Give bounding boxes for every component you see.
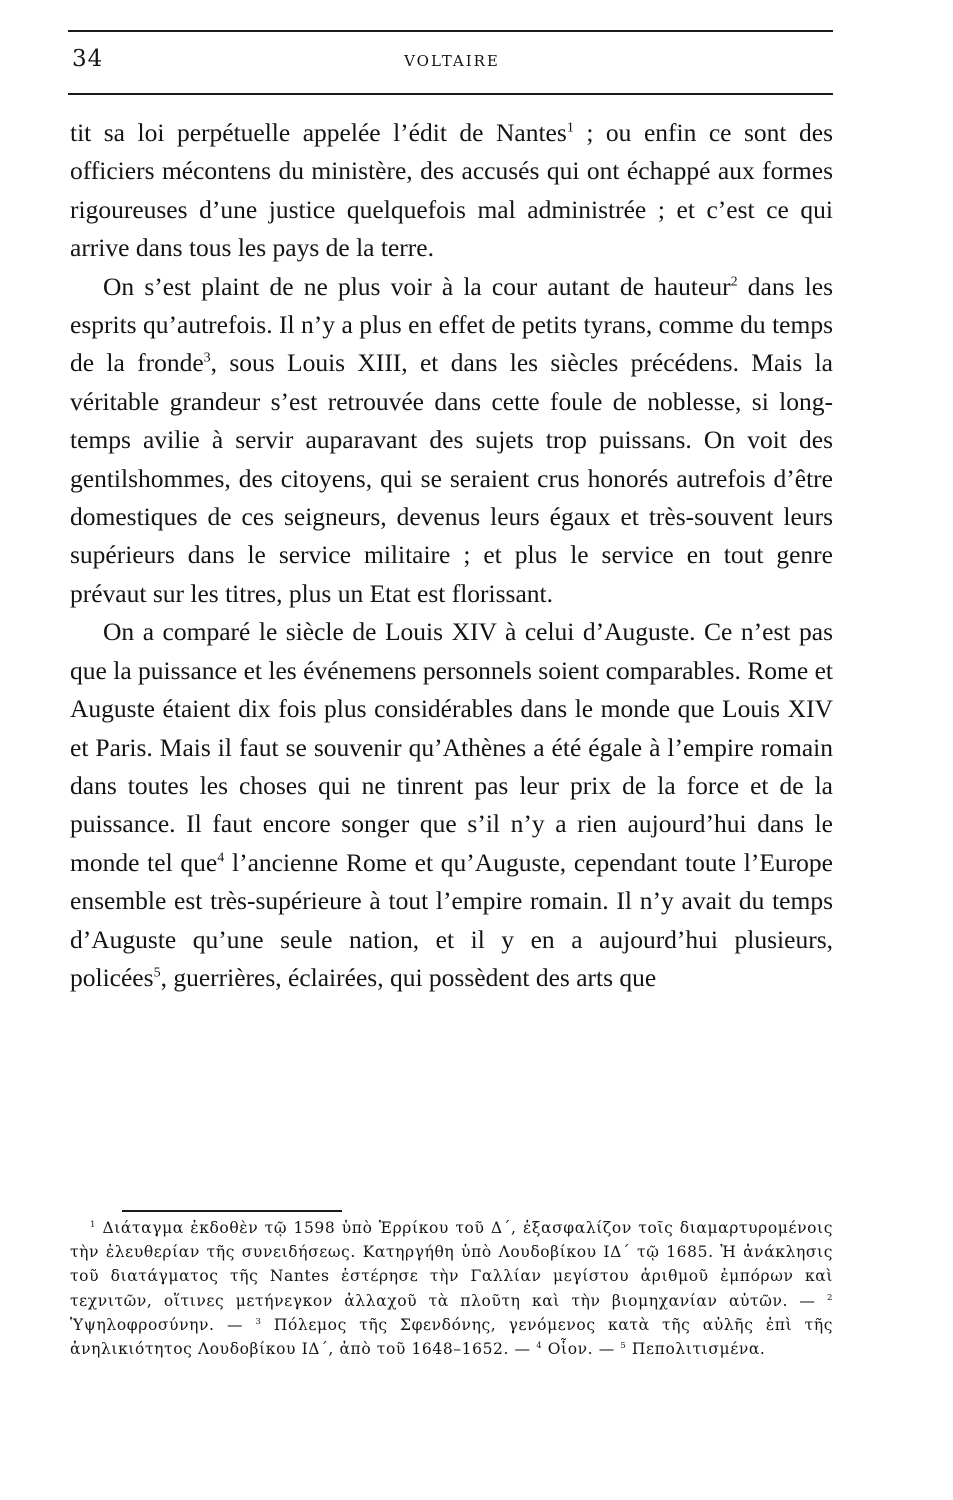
footnote-4-text: Οἷον. — <box>542 1340 621 1359</box>
paragraph-2-part-b: dans les esprits qu’autrefois. Il n’y a plus en effet de petits tyrans, comme du temps de la fronde <box>70 271 833 378</box>
footnotes <box>70 1216 833 1361</box>
page-number: 34 <box>72 46 104 72</box>
footnote-mark-2: 2 <box>826 1292 833 1303</box>
footnote-ref-3: 3 <box>203 350 211 366</box>
paragraph-2-part-a: On s’est plaint de ne plus voir à la cour autant de hauteur <box>103 271 731 301</box>
paragraph-3-part-b: l’ancienne Rome et qu’Auguste, cependant toute l’Europe ensemble est très-supérieure à tout l’empire romain. Il n’y avait du temps d’Auguste qu’une seule nation, et il y en a aujourd’hui plusieurs, policées <box>70 847 833 992</box>
footnote-ref-5: 5 <box>153 965 161 981</box>
footnote-2-text: Ὑψηλοφροσύνην. — <box>70 1315 256 1334</box>
footnote-3-text: Πόλεμος τῆς Σφενδόνης, γενόμενος κατὰ τῆς αὐλῆς ἐπὶ τῆς ἀνηλικιότητος Λουδοβίκου ΙΔ΄, ἀπὸ τοῦ 1648–1652. — <box>70 1315 833 1359</box>
paragraph-2-part-c: , sous Louis XIII, et dans les siècles précédens. Mais la véritable grandeur s’est retrouvée dans cette foule de noblesse, si long-temps avilie à servir auparavant des sujets trop puissans. On voit des gentilshommes, des citoyens, qui se seraient crus honorés autrefois d’être domestiques de ces seigneurs, devenus leurs égaux et très-souvent leurs supérieurs dans le service militaire ; et plus le service en tout genre prévaut sur les titres, plus un Etat est florissant. <box>70 348 834 608</box>
footnote-block <box>70 1216 833 1361</box>
footnote-mark-1: 1 <box>90 1219 97 1230</box>
main-text <box>70 114 833 997</box>
paragraph-3-part-a: On a comparé le siècle de Louis XIV à celui d’Auguste. Ce n’est pas que la puissance et les événemens personnels soient comparables. Rome et Auguste étaient dix fois plus considérables dans le monde que Louis XIV et Paris. Mais il faut se souvenir qu’Athènes a été égale à l’empire romain dans toutes les choses qui ne tinrent pas leur prix de la force et de la puissance. Il faut encore songer que s’il n’y a rien aujourd’hui dans le monde tel que <box>70 617 833 877</box>
paragraph-1 <box>70 114 833 268</box>
footnote-ref-4: 4 <box>217 850 225 866</box>
page-header <box>72 46 832 74</box>
paragraph-1-text: tit sa loi perpétuelle appelée l’édit de Nantes <box>70 118 567 147</box>
footnote-mark-4: 4 <box>536 1340 543 1351</box>
paragraph-1-rest: ; ou enfin ce sont des officiers mécontens du ministère, des accusés qui ont échappé aux formes rigoureuses d’une justice quelquefois mal administrée ; et c’est ce qui arrive dans tous les pays de la terre. <box>70 118 834 263</box>
footnote-ref-2: 2 <box>730 274 738 290</box>
footnote-mark-3: 3 <box>255 1316 262 1327</box>
running-title: VOLTAIRE <box>404 52 500 70</box>
footnote-1-text: Διάταγμα ἐκδοθὲν τῷ 1598 ὑπὸ Ἑρρίκου τοῦ Δ΄, ἐξασφαλίζον τοῖς διαμαρτυρομένοις τὴν ἐλευθερίαν τῆς συνειδήσεως. Κατηργήθη ὑπὸ Λουδοβίκου ΙΔ΄ τῷ 1685. Ἡ ἀνάκλησις τοῦ διατάγματος τῆς Nantes ἐστέρησε τὴν Γαλλίαν μεγίστου ἀριθμοῦ ἐμπόρων καὶ τεχνιτῶν, οἵτινες μετήνεγκον ἀλλαχοῦ τὰ πλοῦτη καὶ τὴν βιομηχανίαν αὐτῶν. — <box>70 1219 833 1310</box>
paragraph-3 <box>70 613 833 997</box>
footnote-5-text: Πεπολιτισμένα. <box>626 1340 766 1359</box>
top-rule <box>68 30 833 32</box>
paragraph-3-part-c: , guerrières, éclairées, qui possèdent des arts que <box>160 962 657 992</box>
footnote-ref-1: 1 <box>566 120 574 136</box>
header-rule <box>68 93 833 95</box>
footnote-rule <box>122 1210 342 1212</box>
paragraph-2 <box>70 268 833 614</box>
footnote-mark-5: 5 <box>620 1340 627 1351</box>
